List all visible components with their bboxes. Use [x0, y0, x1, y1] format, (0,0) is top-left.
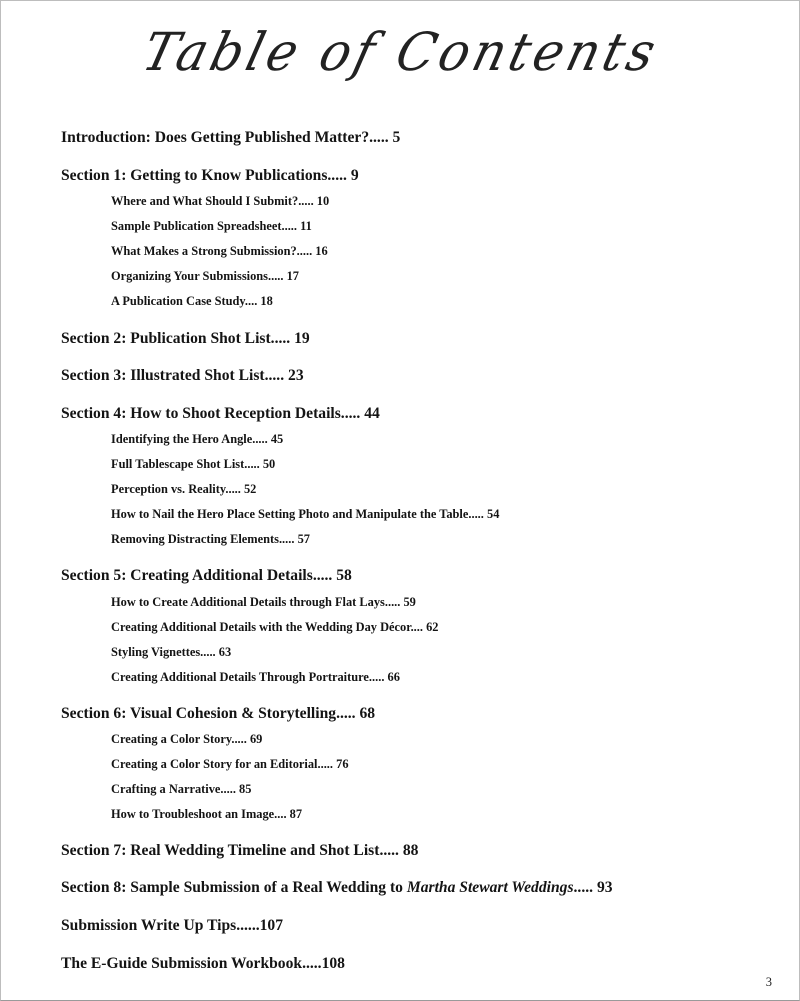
- toc-entry-page: 87: [289, 807, 303, 821]
- toc-entry-leader: .....: [220, 782, 236, 796]
- toc-entry-title: Where and What Should I Submit?: [111, 194, 299, 208]
- toc-section-entry: [61, 330, 310, 348]
- toc-section-entry: [61, 167, 359, 185]
- toc-entry-title: The E-Guide Submission Workbook: [61, 955, 303, 972]
- toc-subsection-entry: [111, 482, 256, 497]
- toc-subsection-entry: [111, 294, 273, 309]
- toc-entry-leader: .....: [369, 129, 389, 146]
- toc-subsection-entry: [111, 457, 275, 472]
- toc-entry-page: 107: [259, 917, 283, 934]
- toc-entry-title: Styling Vignettes: [111, 645, 201, 659]
- toc-entry-leader: .....: [302, 955, 322, 972]
- toc-entry-page: 88: [402, 842, 419, 859]
- toc-entry-leader: .....: [573, 879, 594, 896]
- toc-entry-leader: .....: [268, 269, 284, 283]
- toc-entry-title: Creating Additional Details Through Portraiture: [111, 670, 369, 684]
- toc-entry-title: A Publication Case Study: [111, 294, 245, 308]
- toc-entry-leader: .....: [231, 732, 247, 746]
- toc-entry-leader: .....: [281, 219, 298, 233]
- toc-section-entry: [61, 879, 613, 897]
- page-title: Table of Contents: [136, 21, 666, 83]
- toc-entry-leader: .....: [379, 842, 399, 859]
- toc-entry-page: 18: [260, 294, 273, 308]
- toc-subsection-entry: [111, 532, 310, 547]
- toc-entry-page: 59: [403, 595, 416, 609]
- toc-section-entry: [61, 405, 380, 423]
- toc-entry-leader: .....: [368, 670, 385, 684]
- toc-entry-title: Creating a Color Story for an Editorial: [111, 757, 318, 771]
- toc-entry-leader: .....: [327, 167, 347, 184]
- toc-entry-page: 9: [350, 167, 359, 184]
- toc-entry-leader: .....: [317, 757, 334, 771]
- toc-subsection-entry: [111, 595, 416, 610]
- toc-entry-title: Submission Write Up Tips: [61, 917, 237, 934]
- toc-subsection-entry: [111, 432, 283, 447]
- toc-entry-page: 5: [392, 129, 401, 146]
- toc-entry-leader: .....: [298, 194, 314, 208]
- toc-entry-title: Creating Additional Details with the Wedding Day Décor: [111, 620, 411, 634]
- toc-entry-page: 63: [218, 645, 232, 659]
- toc-entry-title: Section 1: Getting to Know Publications: [61, 167, 328, 184]
- toc-entry-leader: .....: [340, 405, 361, 422]
- toc-subsection-entry: [111, 269, 299, 284]
- toc-entry-leader: ......: [236, 917, 260, 934]
- toc-subsection-entry: [111, 757, 349, 772]
- toc-subsection-entry: [111, 645, 231, 660]
- toc-subsection-entry: [111, 219, 312, 234]
- toc-entry-page: 23: [288, 367, 304, 384]
- toc-entry-leader: ....: [274, 807, 287, 821]
- toc-subsection-entry: [111, 194, 329, 209]
- toc-section-entry: [61, 955, 345, 973]
- toc-entry-page: 68: [359, 705, 376, 722]
- toc-entry-leader: .....: [336, 705, 356, 722]
- toc-entry-page: 108: [321, 955, 345, 972]
- toc-entry-title: Crafting a Narrative: [111, 782, 221, 796]
- toc-entry-page: 85: [239, 782, 252, 796]
- toc-section-entry: [61, 567, 352, 585]
- toc-section-entry: [61, 129, 400, 147]
- toc-entry-title: Identifying the Hero Angle: [111, 432, 253, 446]
- toc-entry-title: Introduction: Does Getting Published Matter?: [61, 129, 370, 146]
- toc-entry-title: Full Tablescape Shot List: [111, 457, 245, 471]
- toc-entry-title: Creating a Color Story: [111, 732, 232, 746]
- toc-entry-title: Perception vs. Reality: [111, 482, 226, 496]
- toc-entry-page: 11: [300, 219, 312, 233]
- toc-entry-page: 54: [487, 507, 500, 521]
- toc-entry-title: Section 3: Illustrated Shot List: [61, 367, 265, 384]
- toc-entry-title: Sample Publication Spreadsheet: [111, 219, 282, 233]
- toc-entry-page: 58: [336, 567, 352, 584]
- toc-entry-page: 44: [364, 405, 380, 422]
- toc-entry-title: How to Troubleshoot an Image: [111, 807, 275, 821]
- toc-entry-leader: .....: [278, 532, 295, 546]
- toc-entry-page: 76: [336, 757, 349, 771]
- toc-entry-leader: .....: [264, 367, 285, 384]
- toc-entry-leader: .....: [270, 330, 291, 347]
- toc-entry-page: 50: [262, 457, 276, 471]
- toc-entry-page: 17: [286, 269, 299, 283]
- toc-section-entry: [61, 705, 375, 723]
- toc-section-entry: [61, 842, 418, 860]
- toc-entry-page: 10: [316, 194, 330, 208]
- toc-entry-leader: .....: [312, 567, 333, 584]
- toc-entry-page: 93: [596, 879, 613, 896]
- toc-entry-title: Organizing Your Submissions: [111, 269, 268, 283]
- toc-entry-leader: .....: [252, 432, 268, 446]
- toc-entry-title: Section 7: Real Wedding Timeline and Shot List: [61, 842, 380, 859]
- toc-entry-title: Section 2: Publication Shot List: [61, 330, 271, 347]
- toc-entry-leader: .....: [225, 482, 241, 496]
- toc-entry-title: Section 4: How to Shoot Reception Details: [61, 405, 341, 422]
- toc-entry-page: 57: [297, 532, 310, 546]
- toc-entry-title: Section 8: Sample Submission of a Real Wedding to: [61, 879, 407, 896]
- toc-subsection-entry: [111, 807, 302, 822]
- toc-subsection-entry: [111, 507, 499, 522]
- toc-entry-leader: .....: [296, 244, 313, 258]
- toc-entry-title: Removing Distracting Elements: [111, 532, 279, 546]
- page-number: 3: [765, 975, 772, 989]
- toc-entry-page: 69: [249, 732, 263, 746]
- toc-entry-title: Section 6: Visual Cohesion & Storytelling: [61, 705, 337, 722]
- toc-entry-page: 19: [294, 330, 310, 347]
- toc-entry-title: What Makes a Strong Submission?: [111, 244, 297, 258]
- toc-entry-page: 66: [387, 670, 400, 684]
- toc-entry-page: 45: [270, 432, 284, 446]
- toc-entry-title: How to Nail the Hero Place Setting Photo and Manipulate the Table: [111, 507, 469, 521]
- toc-entry-title: How to Create Additional Details through Flat Lays: [111, 595, 385, 609]
- toc-section-entry: [61, 367, 304, 385]
- toc-entry-page: 52: [243, 482, 257, 496]
- toc-subsection-entry: [111, 782, 251, 797]
- toc-section-entry: [61, 917, 283, 935]
- toc-subsection-entry: [111, 244, 328, 259]
- toc-entry-leader: .....: [244, 457, 260, 471]
- toc-entry-leader: ....: [410, 620, 423, 634]
- toc-entry-leader: .....: [384, 595, 401, 609]
- toc-entry-title-italic: Martha Stewart Weddings: [406, 879, 574, 896]
- toc-subsection-entry: [111, 670, 400, 685]
- toc-subsection-entry: [111, 732, 262, 747]
- toc-entry-page: 16: [315, 244, 328, 258]
- toc-entry-leader: ....: [244, 294, 258, 308]
- toc-subsection-entry: [111, 620, 438, 635]
- toc-entry-leader: .....: [468, 507, 484, 521]
- toc-entry-page: 62: [426, 620, 439, 634]
- toc-entry-title: Section 5: Creating Additional Details: [61, 567, 313, 584]
- toc-entry-leader: .....: [200, 645, 216, 659]
